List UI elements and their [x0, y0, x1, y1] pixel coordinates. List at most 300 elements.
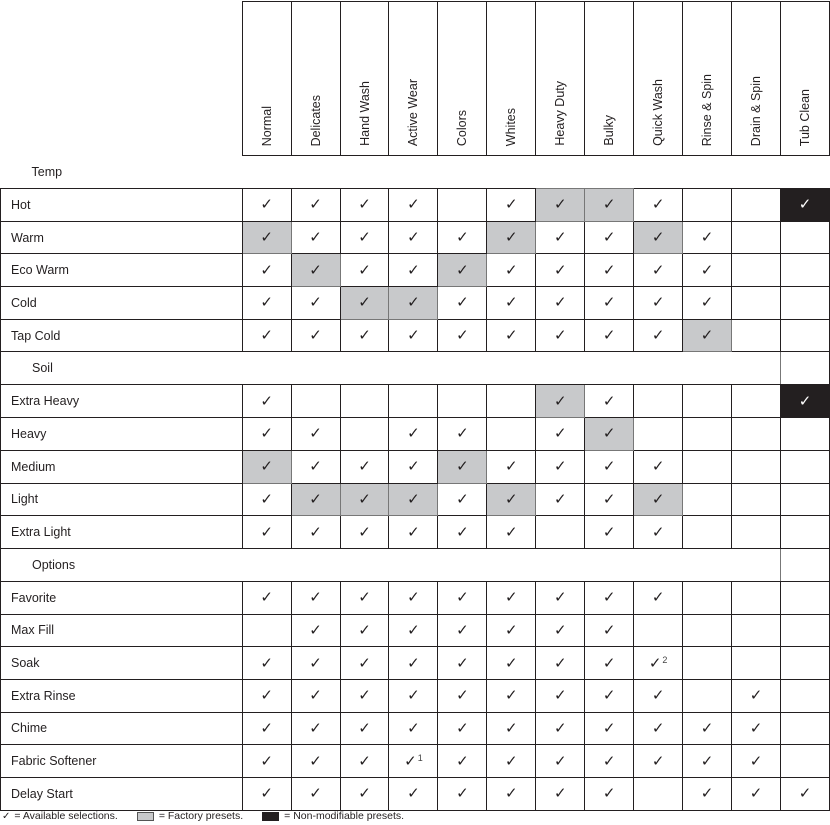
check-icon: ✓ [407, 195, 420, 214]
table-row-max-fill [1, 614, 830, 647]
cell-active-wear [389, 189, 438, 222]
cell-colors [438, 581, 487, 614]
cell-whites [487, 385, 536, 418]
program-header-bulky: Bulky [585, 2, 634, 156]
program-header-heavy-duty: Heavy Duty [536, 2, 585, 156]
row-label: Soak [1, 647, 243, 680]
section-tub-clean-cell [780, 156, 829, 189]
check-icon: ✓ [505, 293, 518, 312]
cell-heavy-duty [536, 254, 585, 287]
cell-colors [438, 221, 487, 254]
cell-heavy-duty [536, 745, 585, 778]
cell-normal [242, 319, 291, 352]
check-icon: ✓ [648, 654, 662, 673]
cell-drain-spin [732, 385, 781, 418]
cell-heavy-duty [536, 614, 585, 647]
check-icon: ✓ [309, 326, 322, 345]
check-icon: ✓ [456, 718, 469, 737]
cell-quick-wash [634, 385, 683, 418]
check-icon: ✓ [553, 293, 567, 312]
cell-heavy-duty [536, 287, 585, 320]
cell-heavy-duty [536, 647, 585, 680]
check-icon: ✓ [651, 588, 665, 607]
check-icon: ✓ [456, 784, 469, 803]
cell-normal [242, 189, 291, 222]
check-icon: ✓ [798, 391, 812, 410]
check-icon: ✓ [602, 588, 616, 607]
cell-normal [242, 581, 291, 614]
cell-drain-spin [732, 679, 781, 712]
cell-normal [242, 712, 291, 745]
cell-active-wear [389, 647, 438, 680]
check-icon: ✓ [505, 522, 518, 541]
cell-colors [438, 647, 487, 680]
check-icon: ✓ [505, 326, 518, 345]
cell-colors [438, 483, 487, 516]
row-label: Tap Cold [1, 319, 243, 352]
row-label: Fabric Softener [1, 745, 243, 778]
cell-drain-spin [732, 254, 781, 287]
check-icon: ✓ [651, 751, 665, 770]
cell-active-wear [389, 614, 438, 647]
check-icon: ✓ [602, 522, 616, 541]
check-icon: ✓ [602, 228, 616, 247]
cell-normal [242, 287, 291, 320]
cell-tub-clean [780, 287, 829, 320]
cell-drain-spin [732, 712, 781, 745]
check-icon: ✓ [505, 620, 518, 639]
check-icon: ✓ [651, 686, 665, 705]
non-modifiable-swatch-icon [262, 812, 279, 821]
cell-bulky [585, 189, 634, 222]
cell-tub-clean [780, 516, 829, 549]
cell-active-wear [389, 483, 438, 516]
cell-heavy-duty [536, 516, 585, 549]
check-icon: ✓ [358, 751, 371, 770]
cell-rinse-spin [683, 778, 732, 811]
row-label: Chime [1, 712, 243, 745]
check-icon: ✓ [553, 751, 567, 770]
cell-delicates [291, 254, 340, 287]
program-header-tub-clean: Tub Clean [780, 2, 829, 156]
cell-normal [242, 418, 291, 451]
table-row-favorite [1, 581, 830, 614]
cell-colors [438, 712, 487, 745]
cell-hand-wash [340, 319, 389, 352]
check-icon: ✓ [553, 424, 567, 443]
cell-rinse-spin [683, 287, 732, 320]
table-row-chime [1, 712, 830, 745]
cell-tub-clean [780, 745, 829, 778]
check-icon: ✓ [309, 195, 322, 214]
check-icon: ✓ [309, 424, 322, 443]
legend-non-modifiable [262, 810, 404, 822]
check-icon: ✓ [553, 260, 567, 279]
check-icon: ✓ [651, 260, 665, 279]
cell-heavy-duty [536, 450, 585, 483]
row-label: Favorite [1, 581, 243, 614]
cell-bulky [585, 679, 634, 712]
check-icon: ✓ [456, 326, 469, 345]
check-icon: ✓ [456, 424, 469, 443]
table-row-delay-start [1, 778, 830, 811]
cell-active-wear [389, 778, 438, 811]
cell-quick-wash [634, 679, 683, 712]
check-icon: ✓ [505, 195, 518, 214]
cell-delicates [291, 221, 340, 254]
cell-rinse-spin [683, 614, 732, 647]
check-icon: ✓ [407, 260, 420, 279]
cell-tub-clean [780, 712, 829, 745]
cell-tub-clean [780, 581, 829, 614]
cell-colors [438, 745, 487, 778]
check-icon: ✓ [2, 810, 11, 822]
cell-drain-spin [732, 189, 781, 222]
cell-delicates [291, 581, 340, 614]
row-label: Warm [1, 221, 243, 254]
cell-bulky [585, 516, 634, 549]
cell-whites [487, 254, 536, 287]
cell-colors [438, 614, 487, 647]
check-icon: ✓ [602, 424, 616, 443]
cell-bulky [585, 385, 634, 418]
check-icon: ✓ [309, 751, 322, 770]
check-icon: ✓ [505, 228, 518, 247]
cell-normal [242, 450, 291, 483]
check-icon: ✓ [260, 326, 273, 345]
cell-hand-wash [340, 483, 389, 516]
check-icon: ✓ [260, 718, 273, 737]
cell-delicates [291, 385, 340, 418]
check-icon: ✓ [602, 195, 616, 214]
cell-tub-clean [780, 483, 829, 516]
cell-colors [438, 287, 487, 320]
check-icon: ✓ [700, 718, 714, 737]
cell-normal [242, 778, 291, 811]
cell-whites [487, 319, 536, 352]
cell-whites [487, 189, 536, 222]
cell-whites [487, 221, 536, 254]
check-icon: ✓ [407, 424, 420, 443]
section-title: Options [1, 548, 781, 581]
check-icon: ✓ [358, 326, 371, 345]
check-icon: ✓ [651, 457, 665, 476]
cell-rinse-spin [683, 385, 732, 418]
check-icon: ✓ [407, 457, 420, 476]
program-header-colors: Colors [438, 2, 487, 156]
check-icon: ✓ [358, 718, 371, 737]
cell-normal [242, 614, 291, 647]
check-icon: ✓ [553, 489, 567, 508]
cell-quick-wash [634, 614, 683, 647]
cell-active-wear [389, 287, 438, 320]
check-icon: ✓ [749, 718, 763, 737]
check-icon: ✓ [309, 293, 322, 312]
cell-hand-wash [340, 778, 389, 811]
cell-heavy-duty [536, 581, 585, 614]
check-icon: ✓ [358, 293, 371, 312]
legend-non-modifiable-text: = Non-modifiable presets. [284, 810, 405, 822]
cell-hand-wash [340, 516, 389, 549]
check-icon: ✓ [260, 751, 273, 770]
check-icon: ✓ [260, 293, 273, 312]
check-icon: ✓ [798, 195, 812, 214]
check-icon: ✓ [309, 489, 322, 508]
cell-quick-wash [634, 450, 683, 483]
table-row-medium [1, 450, 830, 483]
cell-hand-wash [340, 221, 389, 254]
cell-colors [438, 778, 487, 811]
check-icon: ✓ [651, 489, 665, 508]
check-icon: ✓ [407, 522, 420, 541]
cell-heavy-duty [536, 319, 585, 352]
cell-hand-wash [340, 712, 389, 745]
cell-rinse-spin [683, 450, 732, 483]
section-tub-clean-cell [780, 352, 829, 385]
program-header-whites: Whites [487, 2, 536, 156]
cell-bulky [585, 614, 634, 647]
section-header-options [1, 548, 830, 581]
check-icon: ✓ [407, 489, 420, 508]
cell-quick-wash [634, 516, 683, 549]
program-header-row [1, 2, 830, 156]
check-icon: ✓ [602, 784, 616, 803]
table-row-eco-warm [1, 254, 830, 287]
row-label: Extra Heavy [1, 385, 243, 418]
section-title: Temp [31, 165, 63, 179]
cell-heavy-duty [536, 189, 585, 222]
row-label: Extra Light [1, 516, 243, 549]
cell-tub-clean [780, 254, 829, 287]
cell-normal [242, 254, 291, 287]
cell-heavy-duty [536, 483, 585, 516]
cell-normal [242, 221, 291, 254]
cycle-options-table [0, 1, 830, 811]
cell-active-wear [389, 581, 438, 614]
cell-heavy-duty [536, 679, 585, 712]
check-icon: ✓ [456, 522, 469, 541]
check-icon: ✓ [700, 751, 714, 770]
cell-whites [487, 647, 536, 680]
check-icon: ✓ [602, 489, 616, 508]
check-icon: ✓ [358, 260, 371, 279]
check-icon: ✓ [749, 784, 763, 803]
check-icon: ✓ [456, 620, 469, 639]
check-icon: ✓ [505, 588, 518, 607]
cell-heavy-duty [536, 778, 585, 811]
cell-drain-spin [732, 450, 781, 483]
cell-delicates [291, 418, 340, 451]
cell-delicates [291, 483, 340, 516]
table-row-extra-light [1, 516, 830, 549]
check-icon: ✓ [798, 784, 812, 803]
check-icon: ✓ [260, 489, 273, 508]
cell-bulky [585, 712, 634, 745]
cell-heavy-duty [536, 418, 585, 451]
cell-whites [487, 450, 536, 483]
cell-bulky [585, 319, 634, 352]
check-icon: ✓ [602, 718, 616, 737]
table-row-extra-heavy [1, 385, 830, 418]
section-header-soil [1, 352, 830, 385]
check-icon: ✓ [309, 784, 322, 803]
cell-bulky [585, 254, 634, 287]
check-icon: ✓ [456, 653, 469, 672]
check-icon: ✓ [505, 784, 518, 803]
table-row-light [1, 483, 830, 516]
cell-quick-wash [634, 287, 683, 320]
cell-delicates [291, 319, 340, 352]
cell-hand-wash [340, 647, 389, 680]
cell-drain-spin [732, 647, 781, 680]
cell-tub-clean [780, 778, 829, 811]
cell-colors [438, 319, 487, 352]
check-icon: ✓ [602, 391, 616, 410]
check-icon: ✓ [553, 457, 567, 476]
check-icon: ✓ [602, 751, 616, 770]
cell-drain-spin [732, 221, 781, 254]
cell-colors [438, 418, 487, 451]
check-icon: ✓ [456, 293, 469, 312]
check-icon: ✓ [553, 195, 567, 214]
cell-heavy-duty [536, 221, 585, 254]
cell-bulky [585, 221, 634, 254]
check-icon: ✓ [358, 588, 371, 607]
cell-active-wear [389, 450, 438, 483]
legend-factory-text: = Factory presets. [158, 810, 244, 822]
check-icon: ✓ [309, 653, 322, 672]
cell-whites [487, 712, 536, 745]
check-icon: ✓ [651, 522, 665, 541]
cell-hand-wash [340, 679, 389, 712]
cell-rinse-spin [683, 581, 732, 614]
check-icon: ✓ [456, 588, 469, 607]
check-icon: ✓ [309, 457, 322, 476]
check-icon: ✓ [404, 752, 417, 771]
check-icon: ✓ [260, 522, 273, 541]
cell-quick-wash [634, 483, 683, 516]
cell-active-wear [389, 385, 438, 418]
check-icon: ✓ [407, 620, 420, 639]
check-icon: ✓ [505, 489, 518, 508]
check-icon: ✓ [358, 457, 371, 476]
cell-rinse-spin [683, 712, 732, 745]
cell-whites [487, 679, 536, 712]
cell-bulky [585, 483, 634, 516]
footnote-marker: 2 [662, 655, 668, 666]
cell-quick-wash [634, 647, 683, 680]
cell-drain-spin [732, 614, 781, 647]
row-label: Eco Warm [1, 254, 243, 287]
check-icon: ✓ [358, 228, 371, 247]
check-icon: ✓ [456, 228, 469, 247]
check-icon: ✓ [407, 326, 420, 345]
check-icon: ✓ [602, 326, 616, 345]
cell-bulky [585, 778, 634, 811]
check-icon: ✓ [553, 391, 567, 410]
cell-active-wear [389, 319, 438, 352]
cell-colors [438, 450, 487, 483]
cell-drain-spin [732, 581, 781, 614]
cell-rinse-spin [683, 483, 732, 516]
check-icon: ✓ [651, 293, 665, 312]
table-row-hot [1, 189, 830, 222]
check-icon: ✓ [456, 751, 469, 770]
cell-normal [242, 647, 291, 680]
cell-bulky [585, 745, 634, 778]
check-icon: ✓ [309, 260, 322, 279]
check-icon: ✓ [553, 686, 567, 705]
cell-bulky [585, 450, 634, 483]
check-icon: ✓ [700, 228, 714, 247]
check-icon: ✓ [505, 653, 518, 672]
cell-active-wear [389, 221, 438, 254]
cell-whites [487, 745, 536, 778]
cell-bulky [585, 647, 634, 680]
check-icon: ✓ [651, 326, 665, 345]
check-icon: ✓ [260, 588, 273, 607]
check-icon: ✓ [260, 260, 273, 279]
check-icon: ✓ [553, 620, 567, 639]
cell-hand-wash [340, 581, 389, 614]
check-icon: ✓ [553, 653, 567, 672]
row-label: Extra Rinse [1, 679, 243, 712]
cell-quick-wash [634, 254, 683, 287]
cell-delicates [291, 516, 340, 549]
row-label: Hot [1, 189, 243, 222]
cell-hand-wash [340, 385, 389, 418]
check-icon: ✓ [602, 457, 616, 476]
cell-tub-clean [780, 614, 829, 647]
check-icon: ✓ [358, 653, 371, 672]
cell-rinse-spin [683, 516, 732, 549]
cell-active-wear [389, 745, 438, 778]
check-icon: ✓ [651, 195, 665, 214]
cell-active-wear [389, 679, 438, 712]
cell-active-wear [389, 712, 438, 745]
check-icon: ✓ [505, 457, 518, 476]
cell-heavy-duty [536, 385, 585, 418]
check-icon: ✓ [358, 686, 371, 705]
check-icon: ✓ [651, 228, 665, 247]
cell-tub-clean [780, 221, 829, 254]
program-header-active-wear: Active Wear [389, 2, 438, 156]
check-icon: ✓ [700, 326, 714, 345]
cell-quick-wash [634, 189, 683, 222]
table-row-heavy [1, 418, 830, 451]
cell-delicates [291, 647, 340, 680]
cell-quick-wash [634, 581, 683, 614]
cell-rinse-spin [683, 679, 732, 712]
cell-hand-wash [340, 287, 389, 320]
check-icon: ✓ [456, 489, 469, 508]
check-icon: ✓ [553, 784, 567, 803]
table-row-warm [1, 221, 830, 254]
program-header-rinse-spin: Rinse & Spin [683, 2, 732, 156]
check-icon: ✓ [749, 751, 763, 770]
cell-quick-wash [634, 745, 683, 778]
cell-rinse-spin [683, 745, 732, 778]
check-icon: ✓ [260, 391, 273, 410]
row-label: Max Fill [1, 614, 243, 647]
check-icon: ✓ [309, 718, 322, 737]
row-label: Light [1, 483, 243, 516]
check-icon: ✓ [700, 293, 714, 312]
check-icon: ✓ [602, 620, 616, 639]
cell-rinse-spin [683, 189, 732, 222]
program-header-delicates: Delicates [291, 2, 340, 156]
cell-colors [438, 254, 487, 287]
